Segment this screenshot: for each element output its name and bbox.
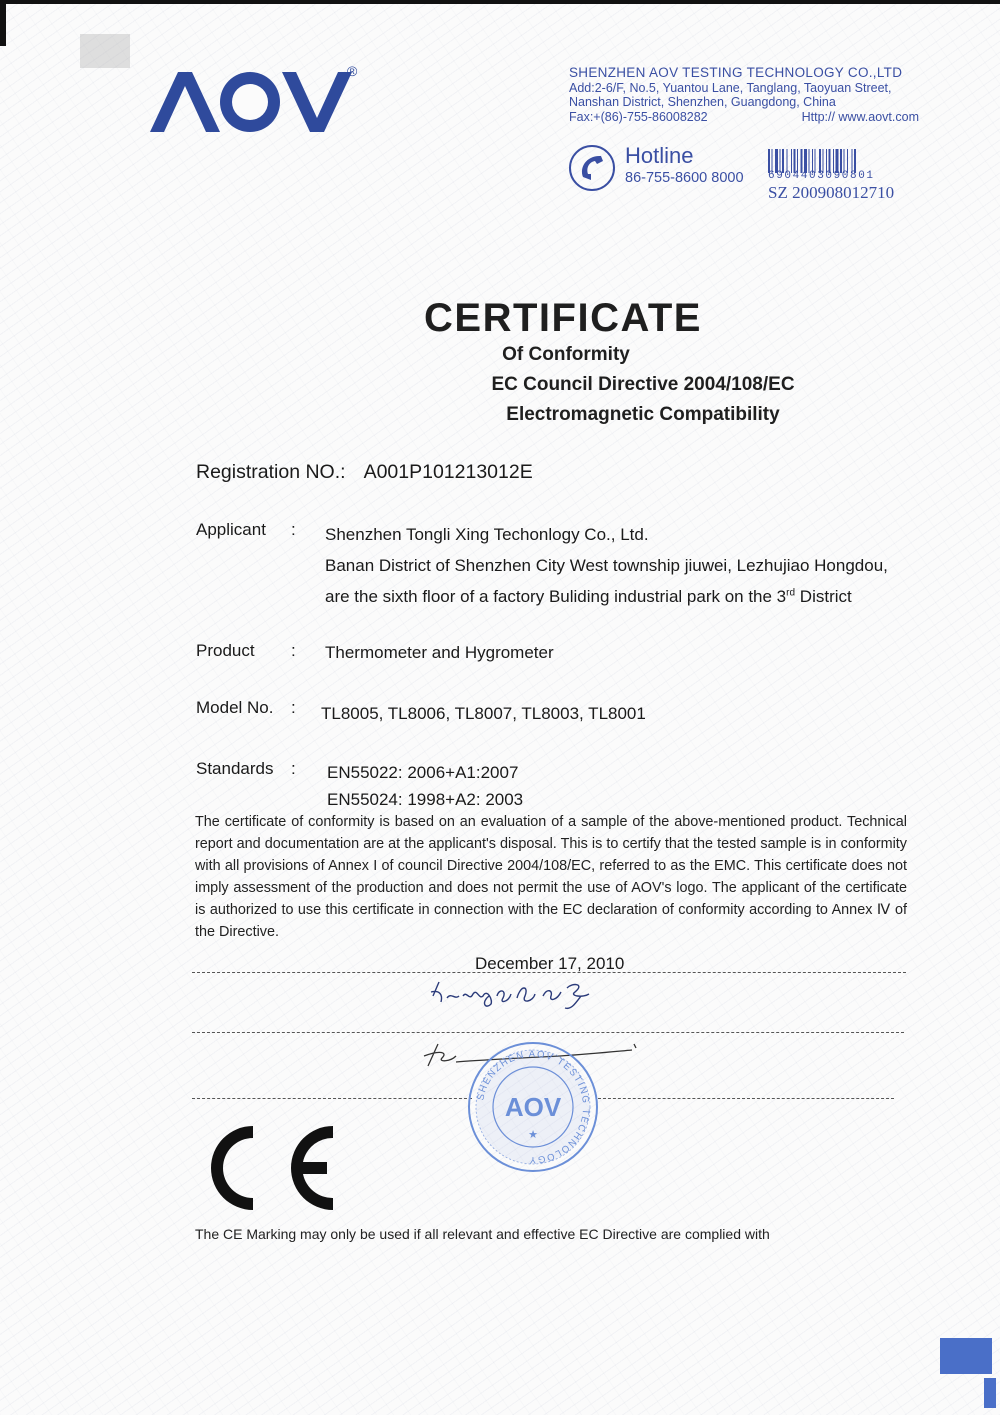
company-contact-row	[569, 110, 919, 125]
certificate-serial: SZ 200908012710	[768, 183, 895, 202]
scan-corner-mark-small	[984, 1378, 996, 1408]
hotline-label: Hotline	[625, 143, 694, 168]
standards-colon: :	[291, 759, 296, 778]
scan-edge-left	[0, 0, 6, 46]
product-value: Thermometer and Hygrometer	[325, 643, 554, 662]
company-address-line1: Add:2-6/F, No.5, Yuantou Lane, Tanglang, Taoyuan Street,	[569, 80, 892, 95]
certificate-title: CERTIFICATE	[424, 296, 702, 340]
company-address-line2: Nanshan District, Shenzhen, Guangdong, China	[569, 95, 836, 109]
applicant-address-line1: Banan District of Shenzhen City West township jiuwei, Lezhujiao Hongdou,	[325, 556, 888, 575]
company-fax: Fax:+(86)-755-86008282	[569, 109, 708, 124]
official-stamp	[466, 1040, 600, 1174]
company-website: Http:// www.aovt.com	[801, 109, 919, 124]
product-label: Product	[196, 641, 255, 660]
ce-footer-note: The CE Marking may only be used if all relevant and effective EC Directive are complied with	[195, 1226, 770, 1242]
divider-stamp-right	[598, 1098, 894, 1099]
stamp-star-icon: ★	[528, 1129, 538, 1141]
scan-edge-top	[0, 0, 1000, 4]
company-info	[569, 66, 919, 124]
title-directive: EC Council Directive 2004/108/EC	[491, 374, 795, 395]
scan-corner-mark	[940, 1338, 992, 1374]
aov-logo	[150, 64, 365, 136]
model-colon: :	[291, 698, 296, 717]
applicant-label: Applicant	[196, 520, 266, 539]
product-colon: :	[291, 641, 296, 660]
model-label: Model No.	[196, 698, 274, 717]
standards-label: Standards	[196, 759, 274, 778]
applicant-address-line2	[325, 587, 852, 607]
phone-icon	[567, 143, 617, 193]
model-value: TL8005, TL8006, TL8007, TL8003, TL8001	[321, 704, 646, 723]
applicant-name: Shenzhen Tongli Xing Techonlogy Co., Ltd.	[325, 525, 649, 544]
title-emc: Electromagnetic Compatibility	[506, 404, 780, 425]
registration-number: A001P101213012E	[363, 461, 533, 483]
registration-label: Registration NO.:	[196, 461, 346, 483]
ce-mark	[205, 1118, 345, 1218]
registered-mark: ®	[347, 64, 358, 79]
applicant-address-ordinal: rd	[786, 587, 796, 599]
company-name: SHENZHEN AOV TESTING TECHNOLOGY CO.,LTD	[569, 65, 903, 80]
applicant-address-line2-end: District	[795, 587, 852, 606]
hotline-number: 86-755-8600 8000	[625, 170, 744, 186]
standard-2: EN55024: 1998+A2: 2003	[327, 790, 524, 809]
issue-date: December 17, 2010	[475, 954, 625, 973]
scan-smudge	[80, 34, 130, 68]
registration-row	[196, 461, 533, 484]
title-of-conformity: Of Conformity	[502, 344, 630, 365]
barcode-digits: 6904403090801	[768, 170, 875, 182]
applicant-address-line2-text: are the sixth floor of a factory Buliding industrial park on the 3	[325, 587, 787, 606]
applicant-colon: :	[291, 520, 296, 539]
divider-stamp-left	[192, 1098, 472, 1099]
divider-signature	[192, 1032, 904, 1033]
handwritten-signature-1	[425, 974, 605, 1014]
stamp-ring-text: SHENZHEN AOV TESTING TECHNOLOGY	[475, 1048, 592, 1166]
standard-1: EN55022: 2006+A1:2007	[327, 763, 519, 782]
certificate-statement: The certificate of conformity is based on an evaluation of a sample of the above-mentioned product. Technical report and documentation are at the applicant's disposal. This is to certify that the tested sample is in conformity with all provisions of Annex I of council Directive 2004/108/EC, referred to as the EMC. This certificate does not imply assessment of the production and does not permit the use of AOV's logo. The applicant of the certificate is authorized to use this certificate in connection with the EC declaration of conformity according to Annex Ⅳ of the Directive.	[195, 814, 907, 940]
stamp-center-text: AOV	[504, 1092, 562, 1122]
